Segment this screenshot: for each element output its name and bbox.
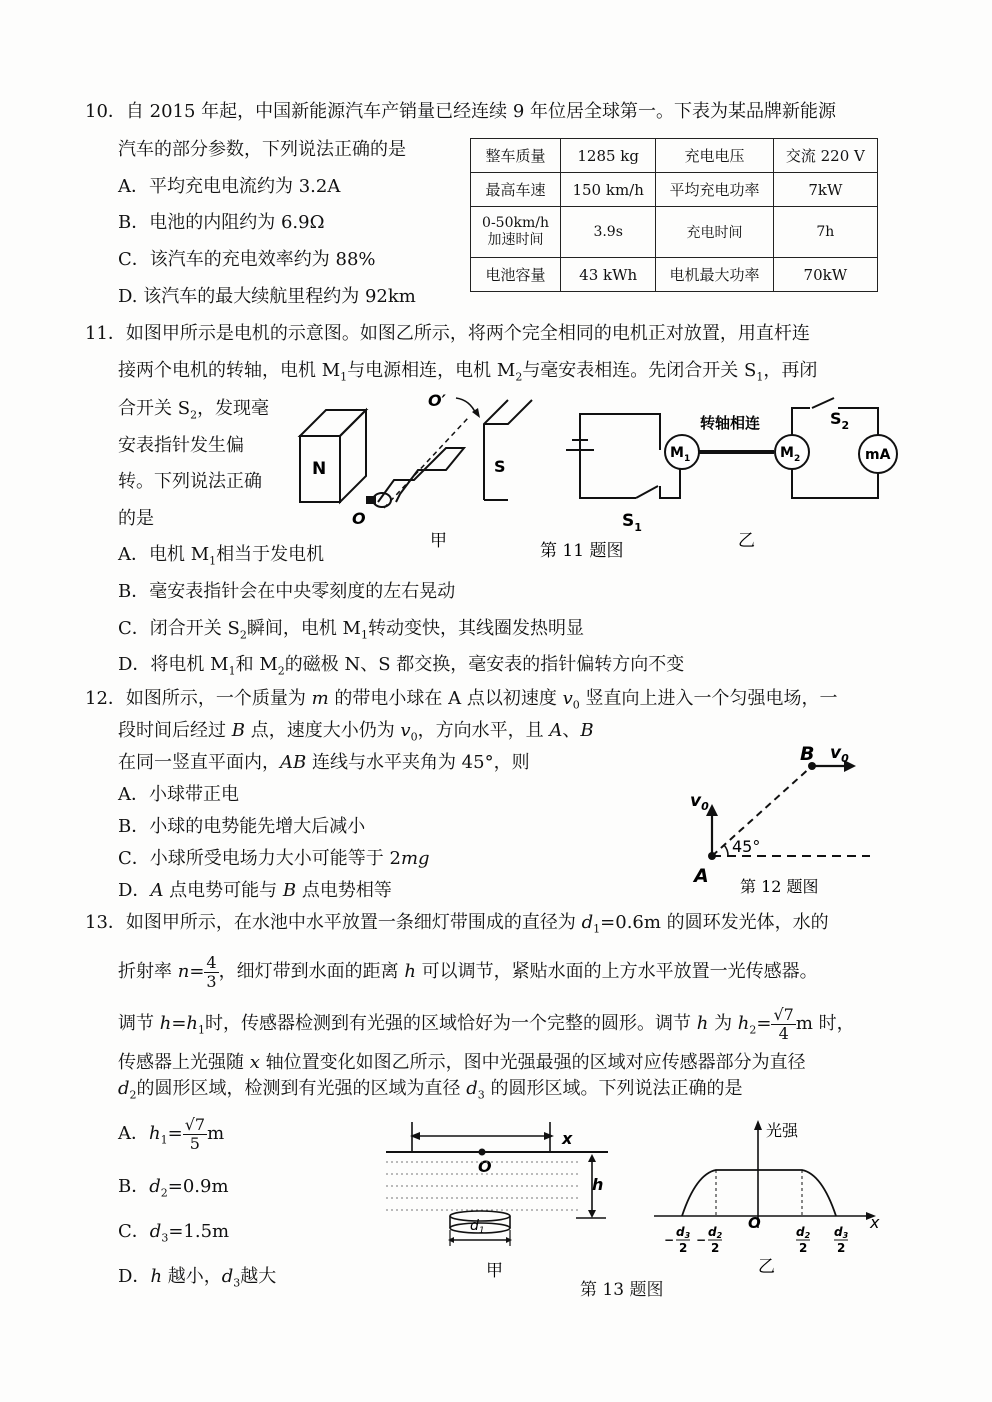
- fig-label-yi: 乙: [738, 531, 755, 551]
- q10-option-c: C．该汽车的充电效率约为 88%: [118, 249, 376, 270]
- graph-origin-label: O: [748, 1214, 761, 1232]
- table-cell: 充电电压: [656, 139, 773, 173]
- q13-stem-line3: 调节 $h=h_1$时，传感器检测到有光强的区域恰好为一个完整的圆形。调节 h 为 $h_2=$ $\frac{√7}{4}$ m 时，: [118, 1004, 855, 1043]
- table-row: [471, 258, 878, 292]
- q12-stem-line2: 段时间后经过 B 点，速度大小仍为 $v_0$，方向水平，且 A、B: [118, 720, 594, 744]
- q11-stem-line1: 11．如图甲所示是电机的示意图。如图乙所示，将两个完全相同的电机正对放置，用直杆连: [85, 323, 810, 344]
- motor-m2-label: $M_2$: [780, 445, 801, 464]
- q11-stem-line2: 接两个电机的转轴，电机 $M_1$与电源相连，电机 $M_2$与毫安表相连。先闭合开关 $S_1$，再闭: [118, 360, 818, 384]
- table-row: [471, 207, 878, 258]
- q11-option-d: D．将电机 $M_1$和 $M_2$的磁极 N、S 都交换，毫安表的指针偏转方向不变: [118, 654, 685, 678]
- magnet-n-label: N: [312, 459, 327, 479]
- q12-stem-line1: 12．如图所示，一个质量为 m 的带电小球在 A 点以初速度 $v_0$ 竖直向上进入一个匀强电场，一: [85, 688, 838, 712]
- q12-caption: 第 12 题图: [740, 877, 819, 896]
- q10-option-b: B．电池的内阻约为 6.9Ω: [118, 212, 325, 233]
- q13-option-d: D．h 越小，$d_3$越大: [118, 1266, 277, 1290]
- table-cell: 150 km/h: [561, 173, 656, 207]
- d1-label: $d_1$: [470, 1218, 485, 1236]
- svg-text:2: 2: [679, 1241, 688, 1255]
- axis-o-prime-label: O′: [428, 391, 446, 410]
- point-b-label: B: [800, 743, 815, 765]
- v0-horizontal-label: $v_0$: [830, 743, 849, 765]
- switch-s2-label: $S_2$: [830, 409, 850, 432]
- q10-option-d: D. 该汽车的最大续航里程约为 92km: [118, 286, 416, 307]
- fraction-sqrt7-5: $\frac{√7}{5}$: [184, 1114, 206, 1153]
- q11-option-c: C．闭合开关 $S_2$瞬间，电机 $M_1$转动变快，其线圈发热明显: [118, 618, 584, 642]
- q13-option-c: C．$d_3=1.5m$: [118, 1221, 230, 1245]
- q13-stem-line4: 传感器上光强随 x 轴位置变化如图乙所示，图中光强最强的区域对应传感器部分为直径: [118, 1052, 806, 1073]
- q11-option-b: B．毫安表指针会在中央零刻度的左右晃动: [118, 581, 456, 602]
- tick-neg-d3: −: [664, 1233, 675, 1247]
- x-axis-label: x: [562, 1129, 573, 1148]
- table-cell: 3.9s: [561, 207, 656, 258]
- table-cell: 70kW: [773, 258, 877, 292]
- table-cell: 1285 kg: [561, 139, 656, 173]
- q12-diagram: [680, 738, 890, 900]
- q13-stem-line1: 13．如图甲所示，在水池中水平放置一条细灯带围成的直径为 $d_1=0.6m$ 的圆环发光体，水的: [85, 912, 829, 936]
- table-cell: 电池容量: [471, 258, 561, 292]
- q10-option-a: A．平均充电电流约为 3.2A: [118, 176, 341, 197]
- q10-parameter-table: [470, 138, 878, 292]
- table-cell: 电机最大功率: [656, 258, 773, 292]
- table-cell: 平均充电功率: [656, 173, 773, 207]
- table-cell: 整车质量: [471, 139, 561, 173]
- axis-o-label: O: [352, 509, 366, 528]
- q13-stem-line2: 折射率 n= $\frac{4}{3}$ ，细灯带到水面的距离 h 可以调节，紧贴水面的上方水平放置一光传感器。: [118, 952, 818, 991]
- q11-stem-wrap3: 转。下列说法正确: [118, 471, 262, 492]
- milliammeter-label: mA: [865, 447, 891, 463]
- q13-caption: 第 13 题图: [580, 1280, 664, 1300]
- svg-text:2: 2: [837, 1241, 846, 1255]
- magnet-s-label: S: [494, 457, 506, 476]
- table-cell: 交流 220 V: [773, 139, 877, 173]
- q11-circuit-diagram: [540, 398, 910, 561]
- tick-pos-d3-num: d3: [834, 1225, 849, 1240]
- table-cell: 最高车速: [471, 173, 561, 207]
- intensity-axis-label: 光强: [766, 1121, 799, 1140]
- q11-stem-wrap4: 的是: [118, 508, 154, 529]
- shaft-connected-label: 转轴相连: [700, 414, 761, 432]
- q11-stem-wrap2: 安表指针发生偏: [118, 435, 244, 456]
- q11-caption: 第 11 题图: [540, 541, 624, 561]
- graph-x-label: x: [870, 1213, 880, 1232]
- tick-neg-d2-num: d2: [708, 1225, 723, 1240]
- fraction-sqrt7-4: $\frac{√7}{4}$: [773, 1004, 794, 1043]
- q10-stem-line2: 汽车的部分参数，下列说法正确的是: [118, 139, 406, 160]
- svg-text:2: 2: [711, 1241, 720, 1255]
- switch-s1-label: $S_1$: [622, 511, 642, 534]
- q12-option-a: A．小球带正电: [118, 784, 239, 805]
- tick-pos-d2-num: d2: [796, 1225, 811, 1240]
- fig-label-jia: 甲: [430, 531, 447, 551]
- table-row: [471, 139, 878, 173]
- q13-fig-label-jia: 甲: [486, 1261, 503, 1281]
- table-cell: 7h: [773, 207, 877, 258]
- table-row: [471, 173, 878, 207]
- q13-fig-label-yi: 乙: [758, 1257, 775, 1277]
- point-a-label: A: [694, 865, 709, 887]
- q12-option-d: D．A 点电势可能与 B 点电势相等: [118, 880, 392, 901]
- q10-stem-line1: 10．自 2015 年起，中国新能源汽车产销量已经连续 9 年位居全球第一。下表为某品牌新能源: [85, 101, 837, 122]
- q12-option-c: C．小球所受电场力大小可能等于 2mg: [118, 848, 430, 869]
- angle-label: 45°: [732, 837, 761, 856]
- q12-option-b: B．小球的电势能先增大后减小: [118, 816, 366, 837]
- q11-option-a: A．电机 $M_1$相当于发电机: [118, 544, 325, 568]
- q13-intensity-graph: [646, 1116, 896, 1284]
- q13-stem-line5: $d_2$的圆形区域，检测到有光强的区域为直径 $d_3$ 的圆形区域。下列说法正确的是: [118, 1078, 743, 1102]
- tick-neg-d2: −: [696, 1233, 707, 1247]
- table-cell: 43 kWh: [561, 258, 656, 292]
- table-cell: 充电时间: [656, 207, 773, 258]
- center-o-label: O: [478, 1157, 492, 1176]
- motor-m1-label: $M_1$: [670, 445, 691, 464]
- table-cell: 0-50km/h 加速时间: [471, 207, 561, 258]
- table-cell: 7kW: [773, 173, 877, 207]
- svg-text:2: 2: [799, 1241, 808, 1255]
- fraction-4-3: $\frac{4}{3}$: [206, 952, 217, 991]
- tick-neg-d3-num: d3: [676, 1225, 691, 1240]
- h-label: h: [592, 1175, 604, 1194]
- q13-pool-diagram: [380, 1116, 620, 1286]
- q11-stem-wrap1: 合开关 $S_2$，发现毫: [118, 398, 270, 422]
- q12-stem-line3: 在同一竖直平面内，AB 连线与水平夹角为 45°，则: [118, 752, 530, 773]
- v0-vertical-label: $v_0$: [690, 791, 709, 813]
- q11-motor-diagram: [296, 384, 556, 564]
- q13-option-b: B．$d_2=0.9m$: [118, 1176, 229, 1200]
- q13-option-a: A．$h_1=$ $\frac{√7}{5}$ m: [118, 1114, 225, 1153]
